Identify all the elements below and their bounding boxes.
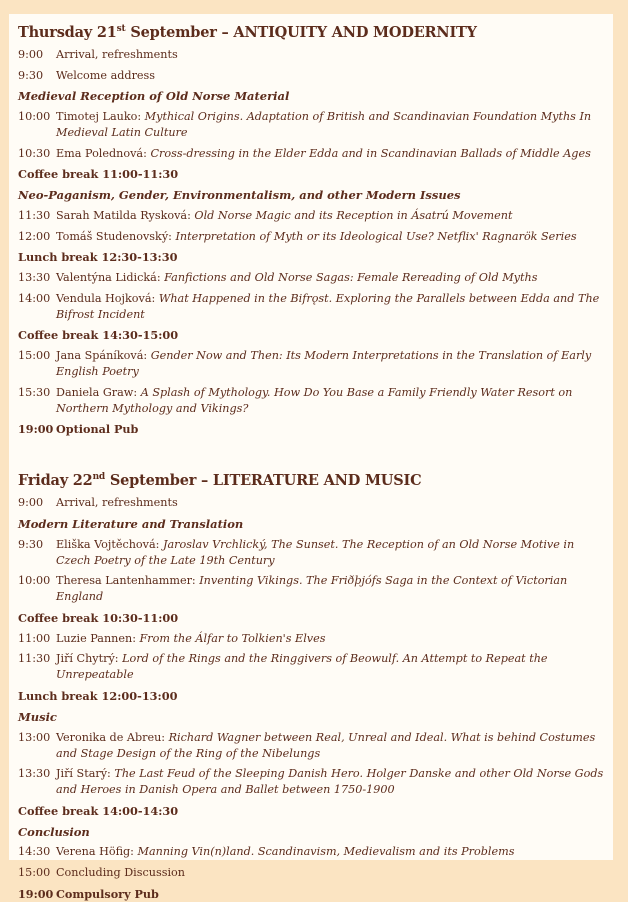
time-label: 10:30 (18, 146, 51, 160)
talk-entry (56, 537, 605, 569)
break-row: Coffee break 11:00-11:30 (18, 167, 179, 182)
speaker-name: Theresa Lantenhammer: (56, 574, 200, 588)
speaker-name: Sarah Matilda Rysková: (56, 208, 195, 222)
speaker-name: Welcome address (56, 68, 156, 82)
talk-entry (56, 146, 605, 162)
talk-title: Mythical Origins. Adaptation of British and Scandinavian Foundation Myths In Medieval Latin Culture (56, 110, 592, 140)
day-heading-rest: September – LITERATURE AND MUSIC (105, 472, 422, 490)
time-label: 13:30 (18, 767, 51, 781)
time-label: 12:00 (18, 229, 51, 243)
session-heading: Modern Literature and Translation (18, 517, 244, 531)
time-label: 19:00 (18, 422, 54, 437)
talk-entry (56, 573, 605, 605)
time-label: 15:00 (18, 865, 51, 879)
talk-entry (56, 631, 605, 647)
schedule-row (18, 348, 605, 380)
talk-entry (56, 68, 605, 84)
schedule-list-friday (18, 495, 605, 901)
talk-title: Lord of the Rings and the Ringgivers of Beowulf. An Attempt to Repeat the Unrepeatable (56, 652, 548, 682)
speaker-name: Jiří Starý: (56, 767, 115, 781)
day-heading-thursday (18, 20, 605, 44)
session-heading: Music (18, 709, 57, 724)
talk-title: Interpretation of Myth or its Ideological Use? Netflix' Ragnarök Series (175, 229, 577, 243)
schedule-row (18, 146, 605, 162)
time-label: 14:30 (18, 845, 51, 859)
talk-title: What Happened in the Bifrǫst. Exploring the Parallels between Edda and The Bifrost Incident (56, 291, 600, 321)
talk-title: Jaroslav Vrchlický, The Sunset. The Reception of an Old Norse Motive in Czech Poetry of the Late 19th Century (56, 537, 575, 567)
time-label: 11:30 (18, 652, 51, 666)
talk-entry (56, 47, 605, 63)
speaker-name: Timotej Lauko: (56, 110, 145, 124)
schedule-list-thursday (18, 47, 605, 437)
time-label: 11:30 (18, 208, 51, 222)
talk-entry (56, 385, 605, 417)
break-row: Coffee break 14:00-14:30 (18, 803, 179, 818)
schedule-row (18, 385, 605, 417)
time-label: 14:00 (18, 291, 51, 305)
talk-entry (56, 348, 605, 380)
schedule-row (18, 421, 605, 437)
speaker-name: Luzie Pannen: (56, 631, 140, 645)
speaker-name: Daniela Graw: (56, 385, 141, 399)
break-row: Lunch break 12:00-13:00 (18, 689, 178, 704)
talk-title: Manning Vin(n)land. Scandinavism, Medievalism and its Problems (137, 845, 515, 859)
session-heading: Neo-Paganism, Gender, Environmentalism, and other Modern Issues (18, 188, 461, 203)
talk-title: Gender Now and Then: Its Modern Interpretations in the Translation of Early English Poetry (56, 348, 592, 378)
schedule-row (18, 68, 605, 84)
schedule-row (18, 730, 605, 762)
time-label: 10:00 (18, 574, 51, 588)
day-section-friday (18, 468, 605, 901)
speaker-name: Arrival, refreshments (56, 496, 178, 510)
talk-title: The Last Feud of the Sleeping Danish Hero. Holger Danske and other Old Norse Gods and Heroes in Danish Opera and Ballet between 1750-1900 (56, 767, 604, 797)
day-heading-ordinal: st (116, 24, 126, 35)
day-heading-prefix: Friday 22 (18, 472, 93, 490)
talk-entry (56, 421, 605, 437)
speaker-name: Valentýna Lidická: (56, 270, 165, 284)
time-label: 9:00 (18, 48, 44, 61)
schedule-row (18, 766, 605, 798)
schedule-row (18, 270, 605, 286)
time-label: 9:30 (18, 68, 44, 82)
speaker-name: Tomáš Studenovský: (56, 229, 176, 243)
talk-entry (56, 651, 605, 683)
schedule-row (18, 208, 605, 224)
schedule-row (18, 229, 605, 245)
talk-entry (56, 270, 605, 286)
schedule-row (18, 631, 605, 647)
break-row: Lunch break 12:30-13:30 (18, 250, 178, 265)
speaker-name: Ema Polednová: (56, 146, 151, 160)
talk-entry (56, 886, 605, 902)
day-heading-friday (18, 468, 605, 492)
talk-entry (56, 208, 605, 224)
break-row: Coffee break 14:30-15:00 (18, 328, 179, 343)
time-label: 15:00 (18, 348, 51, 362)
talk-entry (56, 844, 605, 860)
schedule-row (18, 291, 605, 323)
talk-entry (56, 229, 605, 245)
session-heading: Medieval Reception of Old Norse Material (18, 89, 290, 104)
speaker-name: Optional Pub (56, 422, 139, 437)
time-label: 9:00 (18, 496, 44, 510)
schedule-row (18, 573, 605, 605)
schedule-row (18, 537, 605, 569)
talk-entry (56, 109, 605, 141)
talk-title: Cross-dressing in the Elder Edda and in Scandinavian Ballads of Middle Ages (150, 146, 591, 160)
talk-title: From the Álfar to Tolkien's Elves (139, 631, 326, 645)
schedule-row (18, 651, 605, 683)
schedule-row (18, 495, 605, 511)
speaker-name: Jiří Chytrý: (56, 652, 123, 666)
schedule-row (18, 109, 605, 141)
time-label: 13:00 (18, 730, 51, 744)
time-label: 9:30 (18, 537, 44, 551)
talk-entry (56, 766, 605, 798)
talk-title: Old Norse Magic and its Reception in Ásatrú Movement (194, 208, 513, 222)
programme-card (9, 14, 613, 901)
schedule-row (18, 47, 605, 63)
speaker-name: Compulsory Pub (56, 886, 159, 901)
time-label: 10:00 (18, 110, 51, 124)
time-label: 11:00 (18, 631, 51, 645)
speaker-name: Vendula Hojková: (56, 291, 159, 305)
day-section-thursday (18, 20, 605, 437)
speaker-name: Concluding Discussion (56, 865, 185, 879)
talk-entry (56, 495, 605, 511)
speaker-name: Verena Höfig: (56, 845, 138, 859)
session-heading: Conclusion (18, 824, 90, 839)
talk-title: Fanfictions and Old Norse Sagas: Female Rereading of Old Myths (164, 270, 538, 284)
schedule-row (18, 886, 605, 902)
schedule-row (18, 844, 605, 860)
speaker-name: Eliška Vojtěchová: (56, 537, 163, 551)
time-label: 19:00 (18, 886, 54, 901)
speaker-name: Arrival, refreshments (56, 48, 178, 61)
speaker-name: Jana Spáníková: (56, 348, 151, 362)
day-heading-prefix: Thursday 21 (18, 24, 117, 41)
time-label: 13:30 (18, 270, 51, 284)
speaker-name: Veronika de Abreu: (56, 730, 169, 744)
talk-entry (56, 291, 605, 323)
break-row: Coffee break 10:30-11:00 (18, 611, 179, 626)
talk-title: Richard Wagner between Real, Unreal and Ideal. What is behind Costumes and Stage Design of the Ring of the Nibelungs (56, 730, 596, 760)
talk-title: Inventing Vikings. The Friðþjófs Saga in the Context of Victorian England (56, 574, 568, 604)
time-label: 15:30 (18, 385, 51, 399)
talk-entry (56, 730, 605, 762)
day-heading-rest: September – ANTIQUITY AND MODERNITY (125, 24, 477, 41)
day-heading-ordinal: nd (92, 472, 106, 483)
talk-title: A Splash of Mythology. How Do You Base a Family Friendly Water Resort on Northern Mythology and Vikings? (56, 385, 573, 415)
